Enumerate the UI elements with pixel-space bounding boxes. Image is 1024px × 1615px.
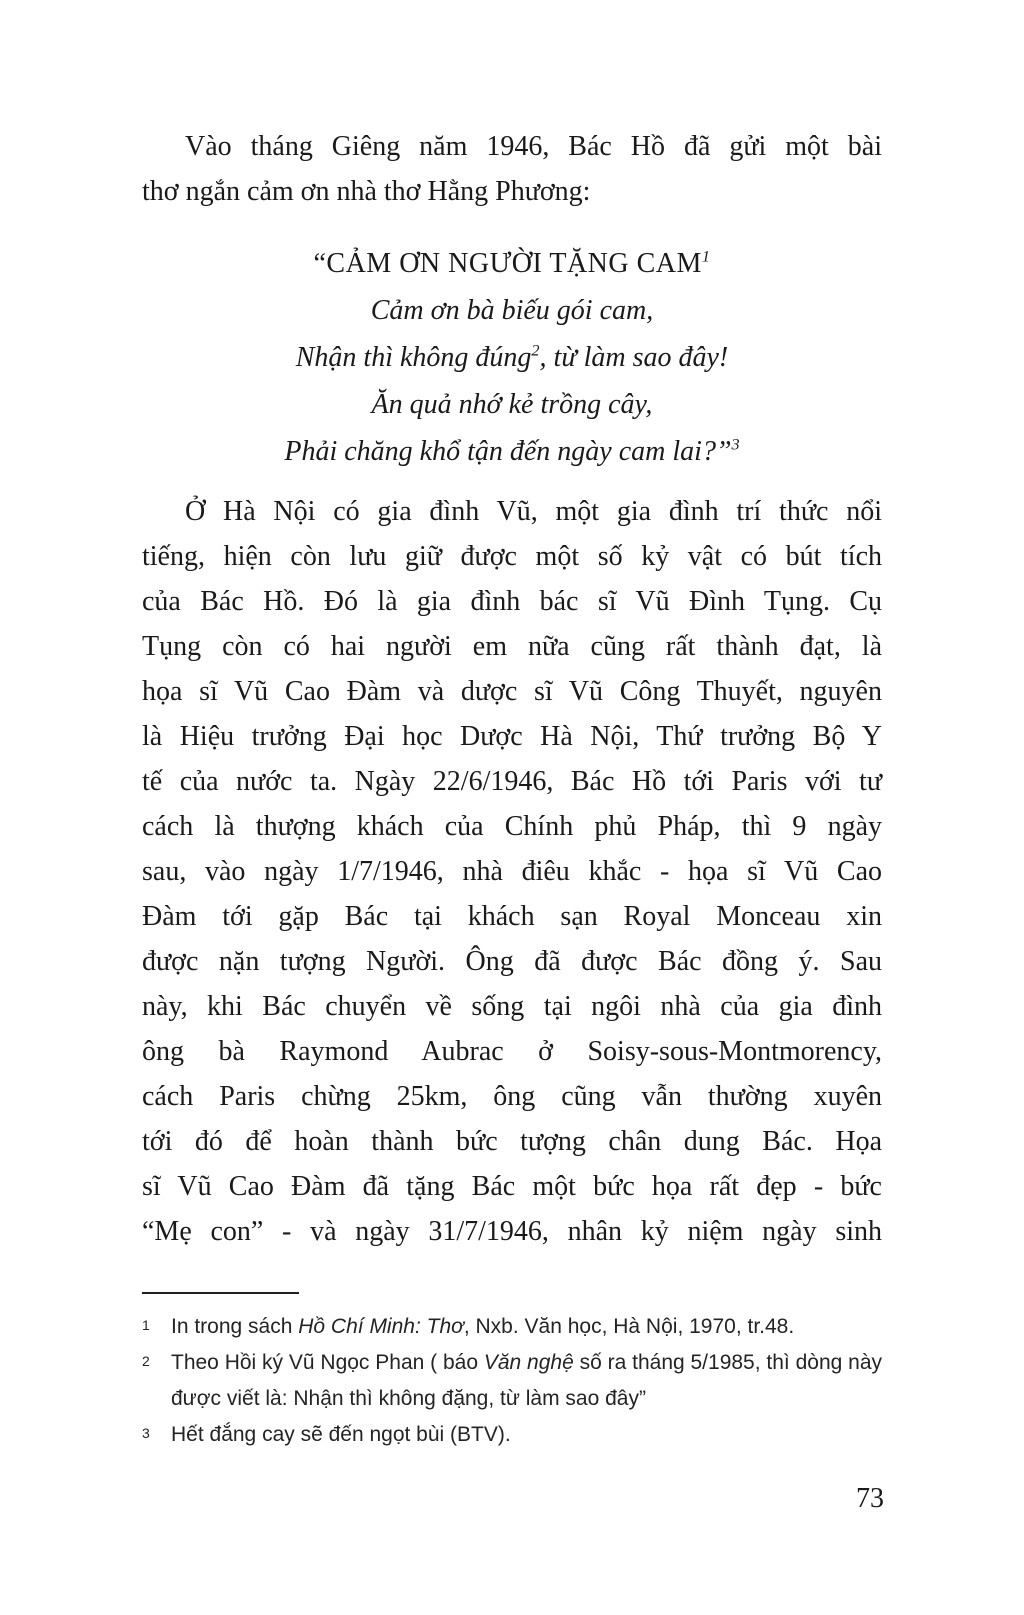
text-line: [142, 984, 882, 1029]
footnote-ref: 2: [531, 341, 540, 360]
poem-title: [142, 240, 882, 287]
footnotes: [142, 1309, 882, 1453]
text-run: Ăn quả nhớ kẻ trồng cây,: [371, 389, 653, 420]
intro-paragraph: [142, 124, 882, 214]
text-line: [142, 334, 882, 381]
footnote-number: 1: [142, 1317, 150, 1333]
footnote-number: 3: [142, 1425, 150, 1441]
text-run: Tụng còn có hai người em nữa cũng rất thành đạt, là: [142, 631, 882, 662]
text-run: Vào tháng Giêng năm 1946, Bác Hồ đã gửi một bài: [185, 131, 882, 162]
text-line: [142, 287, 882, 334]
footnote: [142, 1345, 882, 1417]
text-run: “CẢM ƠN NGƯỜI TẶNG CAM: [313, 248, 702, 279]
footnote: [142, 1417, 882, 1453]
text-run: thơ ngắn cảm ơn nhà thơ Hằng Phương:: [142, 176, 591, 207]
footnote-text: [171, 1309, 882, 1345]
footnote-separator: [142, 1292, 299, 1294]
text-line: [142, 579, 882, 624]
text-line: [142, 804, 882, 849]
text-run: được nặn tượng Người. Ông đã được Bác đồng ý. Sau: [142, 946, 882, 977]
text-line: [142, 669, 882, 714]
text-run: cách là thượng khách của Chính phủ Pháp, thì 9 ngày: [142, 811, 882, 842]
footnote-number: 2: [142, 1353, 150, 1369]
text-run: “Mẹ con” - và ngày 31/7/1946, nhân kỷ niệm ngày sinh: [142, 1216, 882, 1247]
text-line: [142, 1209, 882, 1254]
text-run: ông bà Raymond Aubrac ở Soisy-sous-Montmorency,: [142, 1036, 882, 1067]
text-run: sau, vào ngày 1/7/1946, nhà điêu khắc - họa sĩ Vũ Cao: [142, 856, 882, 887]
text-run: Hết đắng cay sẽ đến ngọt bùi (BTV).: [171, 1423, 511, 1446]
text-line: [142, 759, 882, 804]
text-run: Đàm tới gặp Bác tại khách sạn Royal Monceau xin: [142, 901, 882, 932]
footnote-text: [171, 1345, 882, 1417]
text-run: In trong sách: [171, 1315, 299, 1338]
footnote-text: [171, 1417, 882, 1453]
text-run: , Nxb. Văn học, Hà Nội, 1970, tr.48.: [463, 1315, 795, 1338]
text-line: [142, 1074, 882, 1119]
text-run: họa sĩ Vũ Cao Đàm và dược sĩ Vũ Công Thuyết, nguyên: [142, 676, 882, 707]
text-run: , từ làm sao đây!: [539, 342, 729, 373]
text-line: [142, 428, 882, 475]
text-line: [142, 489, 882, 534]
text-line: [142, 534, 882, 579]
text-run: cách Paris chừng 25km, ông cũng vẫn thường xuyên: [142, 1081, 882, 1112]
text-line: [142, 1119, 882, 1164]
footnote: [142, 1309, 882, 1345]
text-line: [142, 849, 882, 894]
text-line: [142, 939, 882, 984]
text-run: sĩ Vũ Cao Đàm đã tặng Bác một bức họa rất đẹp - bức: [142, 1171, 882, 1202]
text-run: Nhận thì không đúng: [295, 342, 532, 373]
text-run: này, khi Bác chuyển về sống tại ngôi nhà của gia đình: [142, 991, 882, 1022]
footnote-ref: 1: [701, 247, 711, 266]
poem-block: [142, 240, 882, 475]
text-line: [142, 169, 882, 214]
text-run: là Hiệu trưởng Đại học Dược Hà Nội, Thứ trưởng Bộ Y: [142, 721, 882, 752]
text-run: của Bác Hồ. Đó là gia đình bác sĩ Vũ Đình Tụng. Cụ: [142, 586, 882, 617]
text-line: [142, 894, 882, 939]
text-line: [142, 624, 882, 669]
text-line: [142, 124, 882, 169]
body-paragraph: [142, 489, 882, 1254]
text-run: Phải chăng khổ tận đến ngày cam lai?”: [284, 436, 732, 467]
text-run: tới đó để hoàn thành bức tượng chân dung Bác. Họa: [142, 1126, 882, 1157]
text-run: số ra tháng 5/1985, thì dòng này được viết là: Nhận thì không đặng, từ làm sao đây”: [171, 1351, 882, 1410]
text-column: [142, 0, 882, 1453]
text-line: [142, 714, 882, 759]
page-number: 73: [856, 1483, 884, 1514]
text-run: tế của nước ta. Ngày 22/6/1946, Bác Hồ tới Paris với tư: [142, 766, 882, 797]
text-run: Cảm ơn bà biếu gói cam,: [370, 295, 654, 326]
text-line: [142, 381, 882, 428]
text-run: tiếng, hiện còn lưu giữ được một số kỷ vật có bút tích: [142, 541, 882, 572]
text-run: Văn nghệ: [483, 1351, 574, 1374]
footnote-ref: 3: [731, 435, 740, 454]
text-run: Ở Hà Nội có gia đình Vũ, một gia đình trí thức nổi: [185, 496, 882, 527]
text-line: [142, 1029, 882, 1074]
text-run: Hồ Chí Minh: Thơ: [298, 1315, 464, 1338]
text-line: [142, 1164, 882, 1209]
text-run: Theo Hồi ký Vũ Ngọc Phan ( báo: [171, 1351, 484, 1374]
